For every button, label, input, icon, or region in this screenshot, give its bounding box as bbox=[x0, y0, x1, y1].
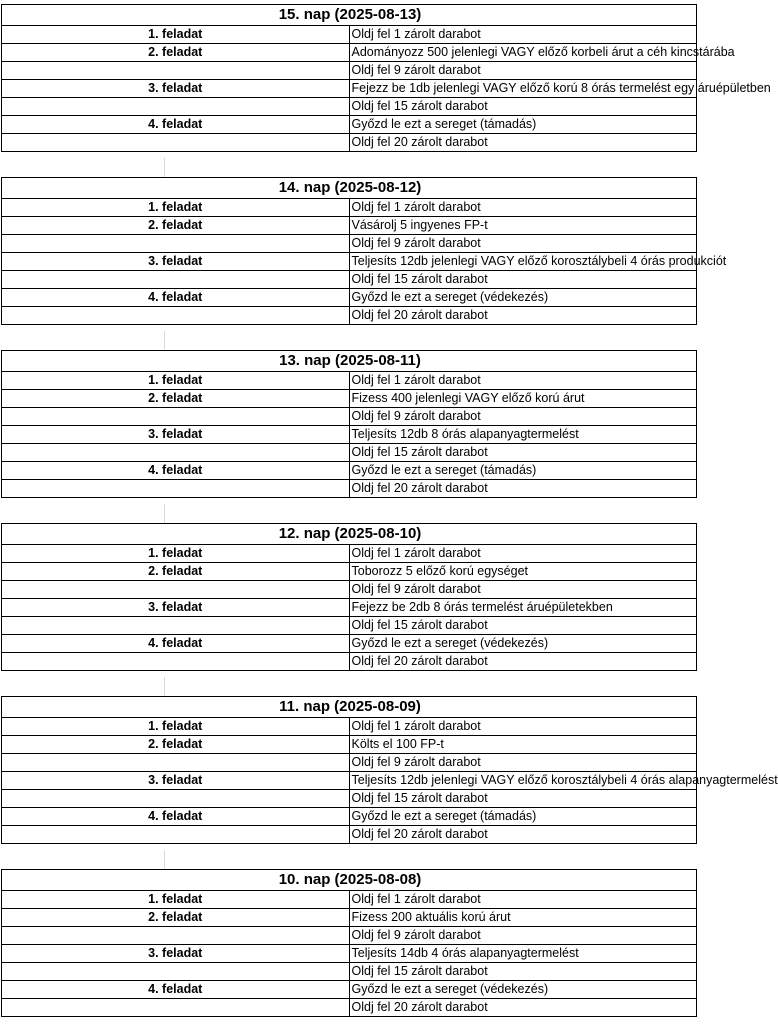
task-text-cell[interactable]: Oldj fel 1 zárolt darabot bbox=[349, 199, 697, 217]
table-row bbox=[2, 408, 697, 426]
task-text-cell[interactable]: Oldj fel 20 zárolt darabot bbox=[349, 999, 697, 1017]
task-label-cell[interactable] bbox=[2, 62, 350, 80]
day-title[interactable]: 15. nap (2025-08-13) bbox=[2, 5, 697, 26]
table-row bbox=[2, 217, 697, 235]
task-text-cell[interactable]: Oldj fel 15 zárolt darabot bbox=[349, 444, 697, 462]
task-label-cell[interactable]: 3. feladat bbox=[2, 253, 350, 271]
task-label-cell[interactable]: 3. feladat bbox=[2, 945, 350, 963]
task-text-cell[interactable]: Győzd le ezt a sereget (támadás) bbox=[349, 808, 697, 826]
task-text-cell[interactable]: Győzd le ezt a sereget (védekezés) bbox=[349, 635, 697, 653]
task-text-cell[interactable]: Oldj fel 15 zárolt darabot bbox=[349, 271, 697, 289]
day-title[interactable]: 14. nap (2025-08-12) bbox=[2, 178, 697, 199]
task-label-cell[interactable]: 4. feladat bbox=[2, 981, 350, 999]
day-title[interactable]: 12. nap (2025-08-10) bbox=[2, 524, 697, 545]
task-label-cell[interactable] bbox=[2, 826, 350, 844]
task-text-cell[interactable]: Győzd le ezt a sereget (támadás) bbox=[349, 462, 697, 480]
task-text-cell[interactable]: Fizess 400 jelenlegi VAGY előző korú árut bbox=[349, 390, 697, 408]
task-label-cell[interactable]: 2. feladat bbox=[2, 736, 350, 754]
task-text-cell[interactable]: Oldj fel 20 zárolt darabot bbox=[349, 134, 697, 152]
task-label-cell[interactable] bbox=[2, 963, 350, 981]
day-title[interactable]: 11. nap (2025-08-09) bbox=[2, 697, 697, 718]
task-text-cell[interactable]: Oldj fel 1 zárolt darabot bbox=[349, 545, 697, 563]
task-label-cell[interactable] bbox=[2, 480, 350, 498]
task-text-cell[interactable]: Oldj fel 9 zárolt darabot bbox=[349, 62, 697, 80]
task-text-cell[interactable]: Fejezz be 1db jelenlegi VAGY előző korú 8 órás termelést egy áruépületben bbox=[349, 80, 697, 98]
task-label-cell[interactable] bbox=[2, 927, 350, 945]
task-label-cell[interactable]: 1. feladat bbox=[2, 718, 350, 736]
task-text-cell[interactable]: Oldj fel 1 zárolt darabot bbox=[349, 891, 697, 909]
day-table bbox=[1, 869, 697, 1017]
table-row bbox=[2, 790, 697, 808]
day-block bbox=[1, 4, 771, 152]
day-block bbox=[1, 696, 778, 844]
task-label-cell[interactable]: 1. feladat bbox=[2, 545, 350, 563]
gridline bbox=[164, 331, 165, 351]
gridline bbox=[164, 677, 165, 697]
table-row bbox=[2, 945, 697, 963]
table-row bbox=[2, 134, 697, 152]
task-text-cell[interactable]: Fejezz be 2db 8 órás termelést áruépületekben bbox=[349, 599, 697, 617]
task-text-cell[interactable]: Oldj fel 20 zárolt darabot bbox=[349, 653, 697, 671]
table-row bbox=[2, 26, 697, 44]
table-row bbox=[2, 444, 697, 462]
task-text-cell[interactable]: Vásárolj 5 ingyenes FP-t bbox=[349, 217, 697, 235]
day-title[interactable]: 10. nap (2025-08-08) bbox=[2, 870, 697, 891]
task-label-cell[interactable] bbox=[2, 307, 350, 325]
table-row bbox=[2, 826, 697, 844]
table-row bbox=[2, 289, 697, 307]
table-row bbox=[2, 617, 697, 635]
task-label-cell[interactable]: 3. feladat bbox=[2, 772, 350, 790]
task-text-cell[interactable]: Oldj fel 9 zárolt darabot bbox=[349, 927, 697, 945]
task-label-cell[interactable]: 1. feladat bbox=[2, 199, 350, 217]
table-row bbox=[2, 462, 697, 480]
day-table bbox=[1, 177, 727, 325]
task-text-cell[interactable]: Oldj fel 20 zárolt darabot bbox=[349, 826, 697, 844]
task-label-cell[interactable] bbox=[2, 790, 350, 808]
table-row bbox=[2, 98, 697, 116]
task-label-cell[interactable]: 3. feladat bbox=[2, 426, 350, 444]
task-label-cell[interactable] bbox=[2, 98, 350, 116]
table-row bbox=[2, 772, 697, 790]
task-label-cell[interactable]: 4. feladat bbox=[2, 635, 350, 653]
task-text-cell[interactable]: Oldj fel 9 zárolt darabot bbox=[349, 754, 697, 772]
table-row bbox=[2, 581, 697, 599]
task-label-cell[interactable] bbox=[2, 653, 350, 671]
task-text-cell[interactable]: Oldj fel 15 zárolt darabot bbox=[349, 617, 697, 635]
task-text-cell[interactable]: Győzd le ezt a sereget (védekezés) bbox=[349, 981, 697, 999]
task-label-cell[interactable] bbox=[2, 271, 350, 289]
task-label-cell[interactable]: 3. feladat bbox=[2, 80, 350, 98]
table-row bbox=[2, 44, 697, 62]
task-label-cell[interactable]: 2. feladat bbox=[2, 563, 350, 581]
task-text-cell[interactable]: Költs el 100 FP-t bbox=[349, 736, 697, 754]
task-label-cell[interactable]: 1. feladat bbox=[2, 372, 350, 390]
task-label-cell[interactable]: 4. feladat bbox=[2, 462, 350, 480]
table-row bbox=[2, 754, 697, 772]
table-row bbox=[2, 480, 697, 498]
task-text-cell[interactable]: Teljesíts 14db 4 órás alapanyagtermelést bbox=[349, 945, 697, 963]
day-block bbox=[1, 869, 697, 1017]
day-block bbox=[1, 350, 697, 498]
table-row bbox=[2, 199, 697, 217]
table-row bbox=[2, 927, 697, 945]
table-row bbox=[2, 80, 697, 98]
task-text-cell[interactable]: Győzd le ezt a sereget (védekezés) bbox=[349, 289, 697, 307]
table-row bbox=[2, 372, 697, 390]
table-row bbox=[2, 116, 697, 134]
task-label-cell[interactable]: 2. feladat bbox=[2, 44, 350, 62]
table-row bbox=[2, 390, 697, 408]
task-text-cell[interactable]: Oldj fel 15 zárolt darabot bbox=[349, 790, 697, 808]
task-label-cell[interactable] bbox=[2, 134, 350, 152]
day-table bbox=[1, 523, 697, 671]
table-row bbox=[2, 545, 697, 563]
task-label-cell[interactable]: 3. feladat bbox=[2, 599, 350, 617]
day-table bbox=[1, 696, 778, 844]
task-label-cell[interactable] bbox=[2, 235, 350, 253]
task-label-cell[interactable] bbox=[2, 754, 350, 772]
table-row bbox=[2, 999, 697, 1017]
table-row bbox=[2, 963, 697, 981]
day-table bbox=[1, 4, 771, 152]
task-text-cell[interactable]: Adományozz 500 jelenlegi VAGY előző korbeli árut a céh kincstárába bbox=[349, 44, 697, 62]
task-label-cell[interactable]: 2. feladat bbox=[2, 390, 350, 408]
task-label-cell[interactable]: 2. feladat bbox=[2, 909, 350, 927]
task-label-cell[interactable] bbox=[2, 444, 350, 462]
table-row bbox=[2, 426, 697, 444]
task-text-cell[interactable]: Teljesíts 12db 8 órás alapanyagtermelést bbox=[349, 426, 697, 444]
task-text-cell[interactable]: Teljesíts 12db jelenlegi VAGY előző korosztálybeli 4 órás produkciót bbox=[349, 253, 697, 271]
task-label-cell[interactable] bbox=[2, 999, 350, 1017]
table-row bbox=[2, 808, 697, 826]
task-label-cell[interactable] bbox=[2, 408, 350, 426]
task-text-cell[interactable]: Oldj fel 1 zárolt darabot bbox=[349, 372, 697, 390]
task-text-cell[interactable]: Oldj fel 15 zárolt darabot bbox=[349, 98, 697, 116]
task-text-cell[interactable]: Fizess 200 aktuális korú árut bbox=[349, 909, 697, 927]
gridline bbox=[164, 504, 165, 524]
table-row bbox=[2, 981, 697, 999]
table-row bbox=[2, 718, 697, 736]
table-row bbox=[2, 599, 697, 617]
task-text-cell[interactable]: Győzd le ezt a sereget (támadás) bbox=[349, 116, 697, 134]
table-row bbox=[2, 62, 697, 80]
task-label-cell[interactable]: 1. feladat bbox=[2, 26, 350, 44]
task-text-cell[interactable]: Oldj fel 20 zárolt darabot bbox=[349, 480, 697, 498]
task-label-cell[interactable]: 2. feladat bbox=[2, 217, 350, 235]
table-row bbox=[2, 635, 697, 653]
task-text-cell[interactable]: Toborozz 5 előző korú egységet bbox=[349, 563, 697, 581]
task-label-cell[interactable] bbox=[2, 581, 350, 599]
task-text-cell[interactable]: Oldj fel 15 zárolt darabot bbox=[349, 963, 697, 981]
task-text-cell[interactable]: Oldj fel 9 zárolt darabot bbox=[349, 408, 697, 426]
task-text-cell[interactable]: Oldj fel 20 zárolt darabot bbox=[349, 307, 697, 325]
task-label-cell[interactable]: 1. feladat bbox=[2, 891, 350, 909]
task-label-cell[interactable] bbox=[2, 617, 350, 635]
table-row bbox=[2, 653, 697, 671]
day-block bbox=[1, 523, 697, 671]
task-text-cell[interactable]: Oldj fel 1 zárolt darabot bbox=[349, 718, 697, 736]
task-text-cell[interactable]: Oldj fel 9 zárolt darabot bbox=[349, 235, 697, 253]
table-row bbox=[2, 909, 697, 927]
task-text-cell[interactable]: Oldj fel 1 zárolt darabot bbox=[349, 26, 697, 44]
table-row bbox=[2, 891, 697, 909]
table-row bbox=[2, 271, 697, 289]
table-row bbox=[2, 307, 697, 325]
table-row bbox=[2, 736, 697, 754]
day-title[interactable]: 13. nap (2025-08-11) bbox=[2, 351, 697, 372]
table-row bbox=[2, 235, 697, 253]
gridline bbox=[164, 158, 165, 178]
table-row bbox=[2, 253, 697, 271]
task-label-cell[interactable]: 4. feladat bbox=[2, 116, 350, 134]
task-label-cell[interactable]: 4. feladat bbox=[2, 808, 350, 826]
day-table bbox=[1, 350, 697, 498]
table-row bbox=[2, 563, 697, 581]
task-text-cell[interactable]: Teljesíts 12db jelenlegi VAGY előző korosztálybeli 4 órás alapanyagtermelést bbox=[349, 772, 697, 790]
task-text-cell[interactable]: Oldj fel 9 zárolt darabot bbox=[349, 581, 697, 599]
task-label-cell[interactable]: 4. feladat bbox=[2, 289, 350, 307]
gridline bbox=[164, 850, 165, 870]
day-block bbox=[1, 177, 727, 325]
